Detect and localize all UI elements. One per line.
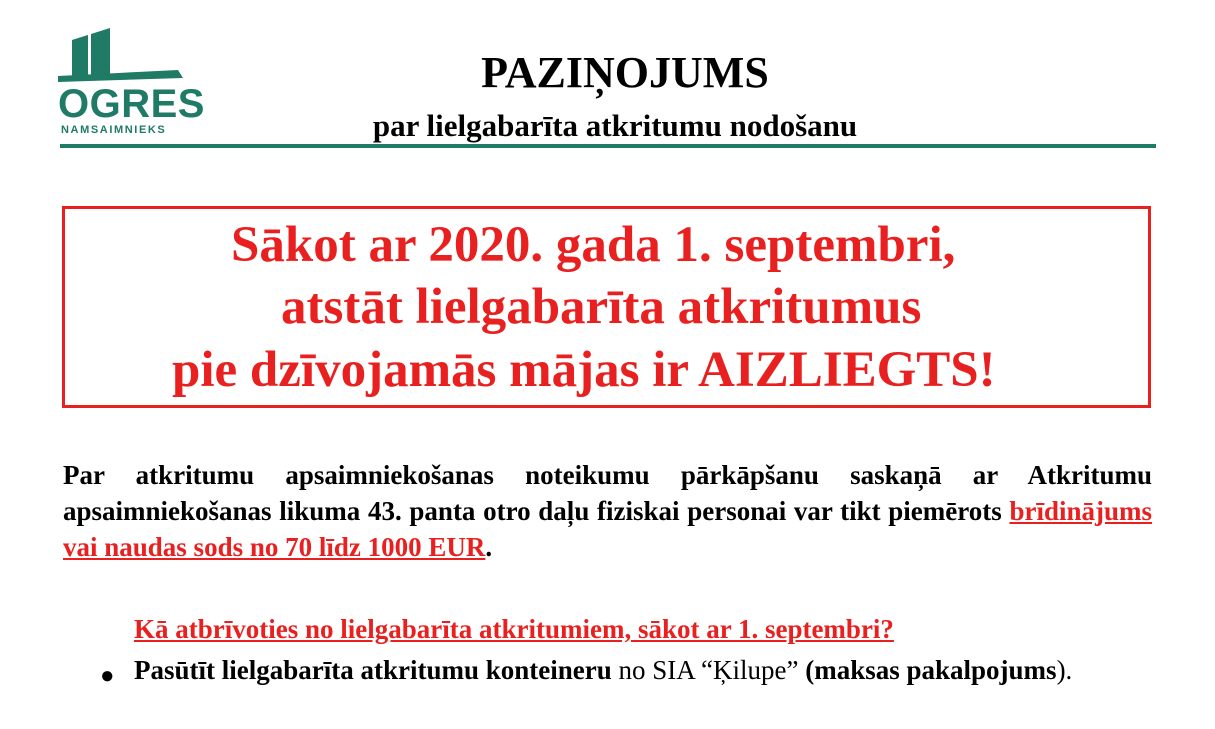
bullet-item (134, 651, 1152, 689)
warning-line-2: atstāt lielgabarīta atkritumus (281, 279, 922, 335)
penalty-end: . (485, 532, 493, 562)
warning-box (62, 206, 1151, 408)
bullet-part-1: Pasūtīt lielgabarīta atkritumu konteineru (134, 655, 612, 685)
bullet-part-4: ). (1056, 655, 1073, 685)
notice-title: PAZIŅOJUMS (481, 48, 769, 97)
building-icon (58, 28, 203, 88)
penalty-text: Par atkritumu apsaimniekošanas noteikumu pārkāpšanu saskaņā ar Atkritumu apsaimniekošanas likuma 43. panta otro daļu fiziskai personai var tikt piemērots (63, 460, 1152, 526)
penalty-paragraph (63, 457, 1152, 565)
bullet-part-3: (maksas pakalpojums (805, 655, 1057, 685)
warning-line-1: Sākot ar 2020. gada 1. septembri, (231, 217, 956, 273)
warning-line-3: pie dzīvojamās mājas ir AIZLIEGTS! (172, 342, 996, 398)
penalty-highlight: brīdinājums vai naudas sods no 70 līdz 1000 EUR (63, 496, 1152, 562)
logo-subtitle: NAMSAIMNIEKS (61, 124, 167, 136)
bullet-icon: ● (100, 663, 115, 689)
notice-subtitle: par lielgabarīta atkritumu nodošanu (372, 108, 858, 143)
header-divider (60, 144, 1156, 148)
company-logo (58, 28, 203, 138)
question-heading: Kā atbrīvoties no lielgabarīta atkritumiem, sākot ar 1. septembri? (134, 614, 894, 644)
bullet-part-2: no SIA “Ķilupe” (611, 655, 806, 685)
logo-name: OGRES (58, 82, 205, 126)
